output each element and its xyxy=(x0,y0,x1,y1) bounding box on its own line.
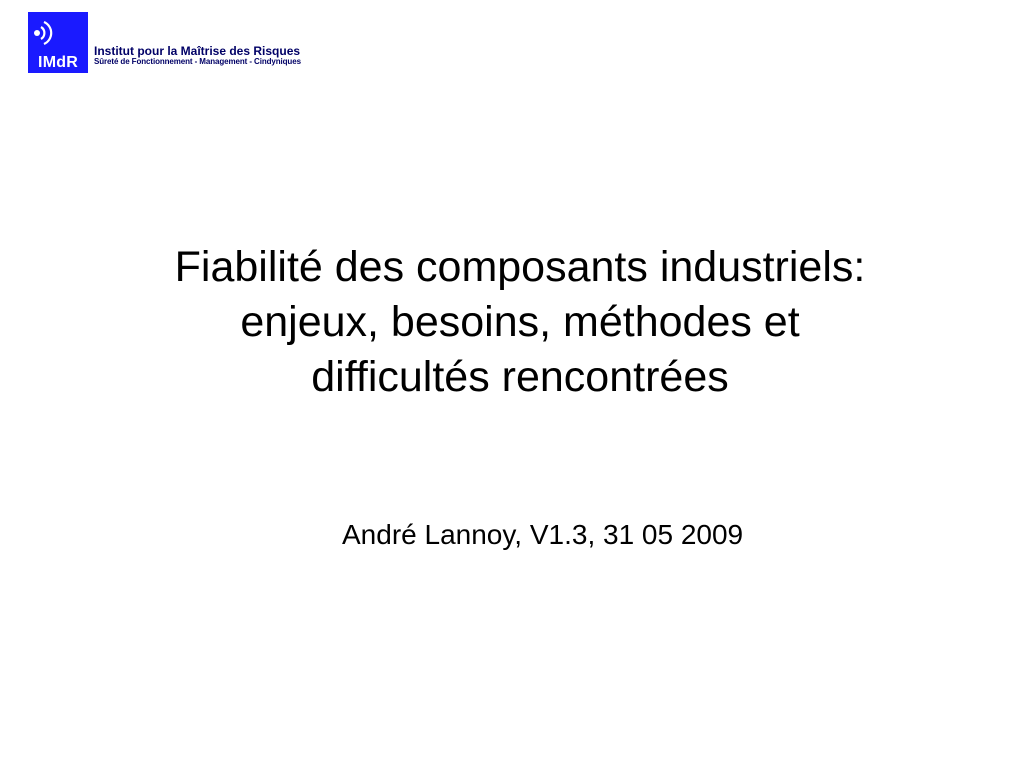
logo-tagline: Sûreté de Fonctionnement - Management - Cindyniques xyxy=(94,56,301,66)
title-line-3: difficultés rencontrées xyxy=(311,353,729,401)
logo-abbreviation: IMdR xyxy=(38,54,78,71)
title-line-1: Fiabilité des composants industriels: xyxy=(174,243,866,291)
logo-emblem xyxy=(28,12,88,73)
slide-subtitle: André Lannoy, V1.3, 31 05 2009 xyxy=(342,519,744,550)
title-line-2: enjeux, besoins, méthodes et xyxy=(240,298,800,346)
signal-waves-icon xyxy=(31,16,55,50)
imdr-logo xyxy=(28,12,301,73)
logo-text xyxy=(94,45,301,66)
logo-institute-name: Institut pour la Maîtrise des Risques xyxy=(94,44,301,58)
slide-title xyxy=(60,240,980,405)
